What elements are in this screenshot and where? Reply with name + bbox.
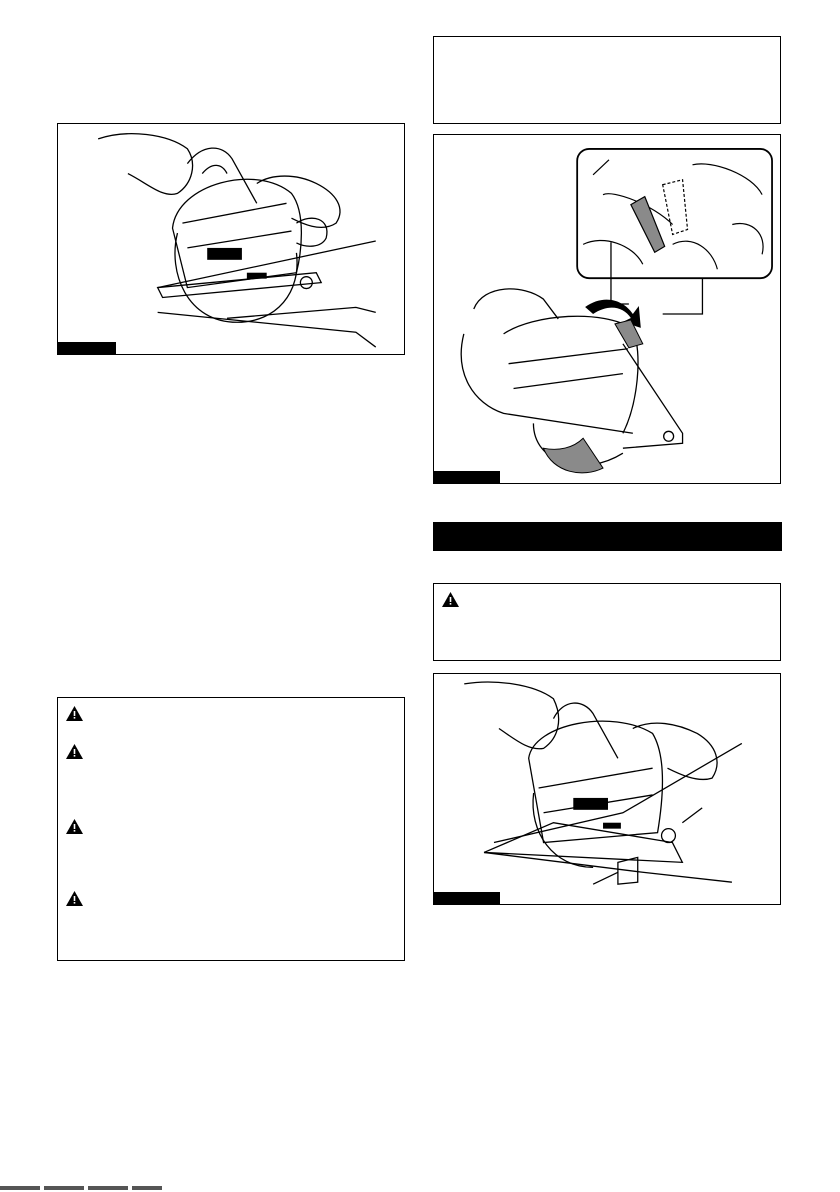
warning-box-right <box>433 583 781 661</box>
warning-box-left <box>57 697 405 961</box>
lever-operation-illustration <box>434 135 780 483</box>
figure-label <box>434 471 500 483</box>
section-heading <box>433 522 782 551</box>
guide-rule-illustration <box>434 674 780 904</box>
figure-label <box>58 342 116 354</box>
warning-triangle-icon <box>66 706 83 721</box>
warning-triangle-icon <box>66 819 83 834</box>
figure-guide-rule <box>433 673 781 905</box>
warning-triangle-icon <box>66 891 83 906</box>
page-footer-strip <box>0 1186 162 1190</box>
saw-cutting-illustration <box>58 124 404 354</box>
figure-saw-cutting <box>57 123 405 355</box>
figure-lever-operation <box>433 134 781 484</box>
notice-box <box>433 36 781 124</box>
warning-triangle-icon <box>66 744 83 759</box>
warning-triangle-icon <box>442 592 459 607</box>
figure-label <box>434 892 500 904</box>
